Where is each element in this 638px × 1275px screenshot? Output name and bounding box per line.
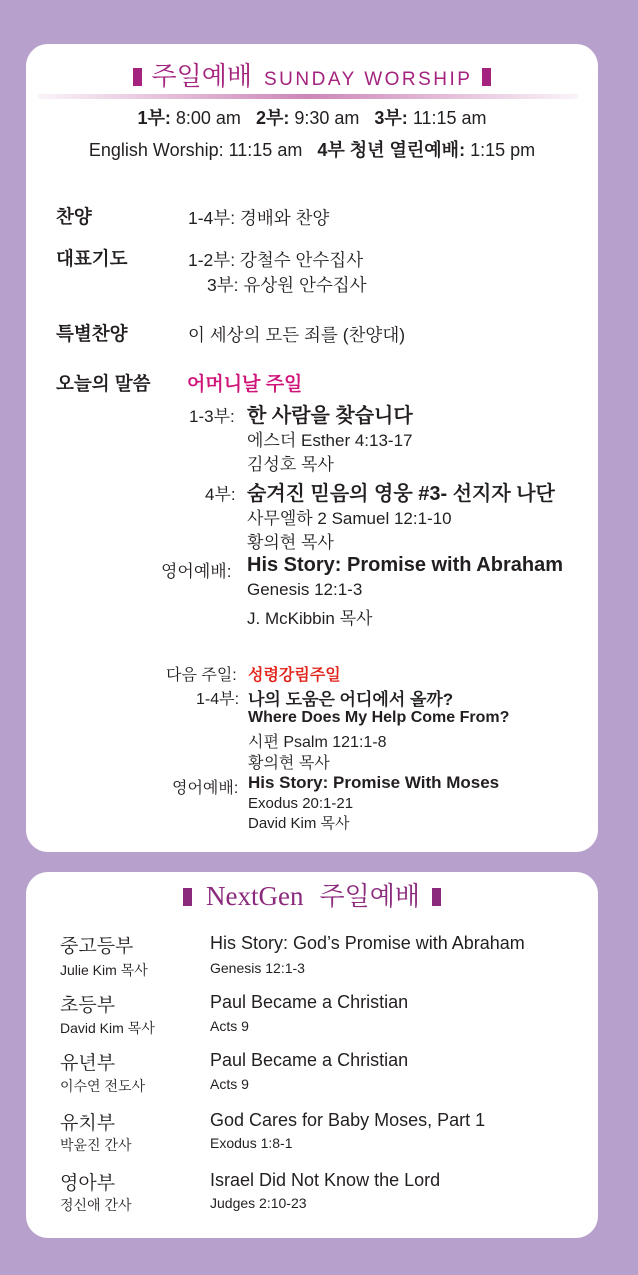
nextgen-dept: 초등부: [60, 995, 116, 1016]
sermon3-scripture: Genesis 12:1-3: [247, 580, 363, 599]
nextgen-leader: 이수연 전도사: [60, 1078, 146, 1094]
next-sermon1-title-ko: 나의 도움은 어디에서 올까?: [248, 690, 454, 709]
youth-worship-label: 4부 청년 열린예배:: [317, 140, 466, 160]
sermon2-title: 숨겨진 믿음의 영웅 #3- 선지자 나단: [247, 483, 555, 505]
sermon2-scripture: 사무엘하 2 Samuel 12:1-10: [247, 509, 452, 528]
service-2-time: 9:30 am: [289, 108, 360, 128]
service-times-line1: [26, 104, 598, 130]
next-sermon1-prefix: 1-4부:: [196, 691, 240, 708]
header-marker-right: [482, 68, 491, 86]
nextgen-lesson: His Story: God’s Promise with Abraham: [210, 933, 525, 953]
service-3-time: 11:15 am: [407, 108, 487, 128]
nextgen-lesson: Paul Became a Christian: [210, 992, 409, 1012]
youth-worship-time: 1:15 pm: [465, 140, 536, 160]
nextgen-ref: Acts 9: [210, 1076, 249, 1092]
sermon1-scripture: 에스더 Esther 4:13-17: [247, 431, 413, 450]
nextgen-ref: Genesis 12:1-3: [210, 960, 305, 976]
sermon1-prefix: 1-3부:: [189, 407, 235, 426]
special-praise-value: 이 세상의 모든 죄를 (찬양대): [188, 325, 406, 345]
nextgen-leader: Julie Kim 목사: [60, 962, 148, 978]
nextgen-dept: 영아부: [60, 1173, 116, 1194]
english-worship-time: 11:15 am: [223, 140, 303, 160]
nextgen-header: [26, 876, 598, 913]
sermon3-prefix: 영어예배:: [161, 562, 232, 581]
nextgen-card: [26, 872, 598, 1238]
next-sunday-prefix: 다음 주일:: [166, 667, 237, 684]
word-theme: 어머니날 주일: [187, 374, 303, 395]
next-sermon2-scripture: Exodus 20:1-21: [248, 795, 354, 812]
nextgen-title-en: NextGen: [206, 881, 304, 911]
next-sermon2-preacher: David Kim 목사: [248, 815, 350, 832]
sermon2-prefix: 4부:: [205, 485, 236, 504]
next-sermon2-prefix: 영어예배:: [172, 780, 239, 797]
nextgen-title-ko: 주일예배: [319, 882, 420, 912]
sermon3-title: His Story: Promise with Abraham: [247, 554, 563, 576]
next-sunday-theme: 성령강림주일: [248, 667, 341, 684]
service-1-time: 8:00 am: [170, 108, 241, 128]
praise-label: 찬양: [56, 206, 92, 227]
prayer-label: 대표기도: [56, 248, 128, 269]
service-1-label: 1부:: [137, 108, 171, 128]
nextgen-ref: Exodus 1:8-1: [210, 1135, 293, 1151]
sermon3-preacher: J. McKibbin 목사: [247, 609, 373, 628]
header-divider: [38, 94, 578, 99]
header-marker-left: [133, 68, 142, 86]
word-label: 오늘의 말씀: [56, 373, 151, 394]
praise-value: 1-4부: 경배와 찬양: [188, 208, 330, 228]
next-sermon1-scripture: 시편 Psalm 121:1-8: [248, 734, 387, 751]
nextgen-lesson: Israel Did Not Know the Lord: [210, 1170, 441, 1190]
nextgen-dept: 유년부: [60, 1053, 116, 1074]
next-sermon2-title: His Story: Promise With Moses: [248, 773, 500, 792]
nextgen-leader: 정신애 간사: [60, 1197, 132, 1213]
nextgen-lesson: God Cares for Baby Moses, Part 1: [210, 1110, 486, 1130]
worship-title-ko: 주일예배: [151, 62, 252, 92]
next-sermon1-title-en: Where Does My Help Come From?: [248, 709, 510, 726]
next-sermon1-preacher: 황의현 목사: [248, 755, 330, 772]
sermon1-title: 한 사람을 찾습니다: [247, 405, 413, 427]
nextgen-dept: 유치부: [60, 1113, 116, 1134]
nextgen-leader: David Kim 목사: [60, 1020, 155, 1036]
sermon2-preacher: 황의현 목사: [247, 533, 334, 552]
sermon1-preacher: 김성호 목사: [247, 455, 334, 474]
service-2-label: 2부:: [255, 108, 290, 128]
nextgen-ref: Judges 2:10-23: [210, 1195, 307, 1211]
nextgen-dept: 중고등부: [60, 936, 134, 957]
nextgen-marker-right: [432, 888, 441, 906]
service-3-label: 3부:: [374, 108, 408, 128]
worship-title-en: SUNDAY WORSHIP: [263, 69, 473, 90]
service-times-line2: [26, 136, 598, 162]
nextgen-marker-left: [183, 888, 192, 906]
prayer-line1: 1-2부: 강철수 안수집사: [188, 250, 364, 270]
nextgen-ref: Acts 9: [210, 1018, 249, 1034]
sunday-worship-card: [26, 44, 598, 852]
nextgen-leader: 박윤진 간사: [60, 1137, 132, 1153]
worship-header: [26, 56, 598, 93]
prayer-line2: 3부: 유상원 안수집사: [207, 275, 367, 295]
nextgen-lesson: Paul Became a Christian: [210, 1050, 409, 1070]
special-praise-label: 특별찬양: [56, 323, 128, 344]
english-worship-label: English Worship:: [88, 140, 224, 160]
